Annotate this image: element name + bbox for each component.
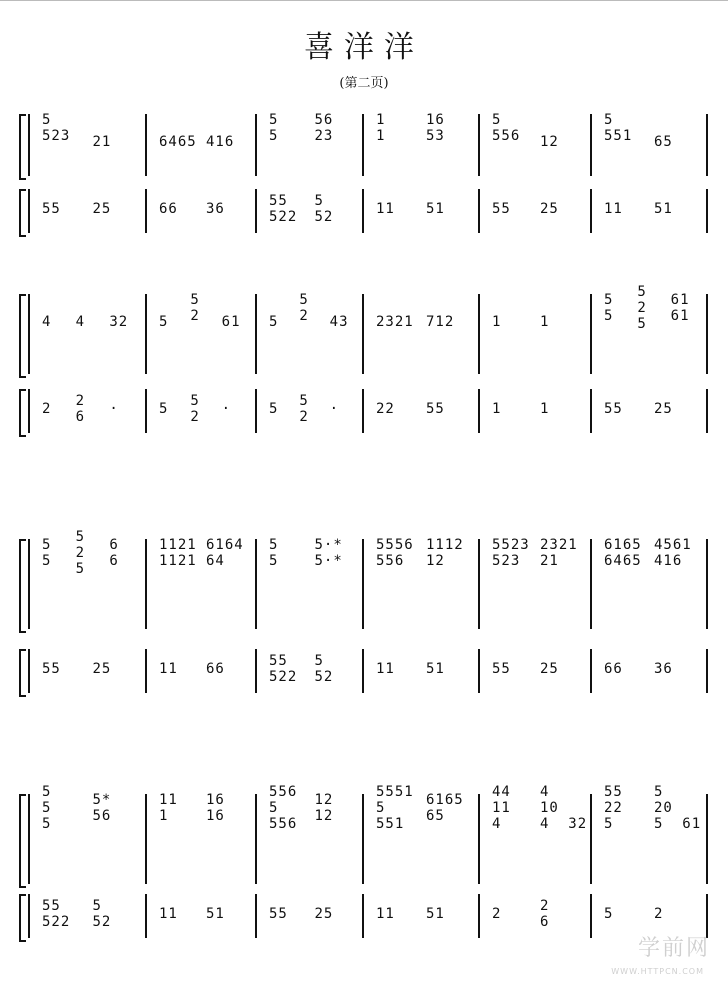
note-group: 2321 (376, 314, 414, 330)
note-group: 55 (269, 906, 288, 922)
page-title: 喜洋洋 (304, 30, 424, 65)
bar-line (255, 649, 257, 693)
note-group: 21 (92, 134, 112, 150)
note-group: 6465 (159, 134, 197, 150)
bar-line (28, 294, 30, 374)
bar-line (145, 894, 147, 938)
bar-line (478, 189, 480, 233)
bar-line (478, 114, 480, 176)
note-group: 5 556 (492, 112, 521, 144)
note-group: 1 (540, 314, 550, 330)
bar-line (28, 539, 30, 629)
note-group: 25 (540, 661, 559, 677)
note-group: 55 (42, 661, 61, 677)
note-group: 22 (376, 401, 395, 417)
note-group: 1112 12 (426, 537, 464, 569)
bar-line (706, 649, 708, 693)
bar-line (362, 189, 364, 233)
note-group: 416 (206, 134, 235, 150)
note-group: 16 16 (206, 792, 225, 824)
note-group: 5* 56 (92, 792, 112, 824)
system-bracket-top (19, 294, 26, 378)
note-group: 55 (604, 401, 623, 417)
bar-line (590, 794, 592, 884)
note-group: 66 (206, 661, 225, 677)
system-bracket-top (19, 794, 26, 888)
note-group: 36 (654, 661, 673, 677)
note-group: 2 (654, 906, 664, 922)
note-group: 51 (206, 906, 225, 922)
note-group: 51 (426, 661, 445, 677)
bar-line (28, 389, 30, 433)
note-group: 5 2 5 (75, 529, 86, 577)
note-group: 556 5 556 (269, 784, 298, 832)
watermark-logo: 学前网 (637, 936, 710, 961)
note-group: 5 (159, 314, 169, 330)
note-group: 4 (42, 314, 52, 330)
note-group: 66 (159, 201, 178, 217)
bar-line (590, 389, 592, 433)
note-group: 51 (426, 201, 445, 217)
note-group: · (109, 401, 119, 417)
note-group: 12 (540, 134, 559, 150)
bar-line (145, 114, 147, 176)
note-group: 55 522 (42, 898, 71, 930)
note-group: 5 5 (269, 537, 279, 569)
note-group: 5 52 (314, 653, 334, 685)
note-group: 5 5 (42, 537, 52, 569)
note-group: 6164 64 (206, 537, 244, 569)
note-group: 55 22 5 (604, 784, 623, 832)
note-group: 2 (492, 906, 502, 922)
note-group: 5 (604, 906, 614, 922)
system-bracket-bottom (19, 189, 26, 237)
bar-line (590, 114, 592, 176)
bar-line (590, 649, 592, 693)
note-group: 55 522 (269, 653, 298, 685)
note-group: 6165 6465 (604, 537, 642, 569)
note-group: 16 53 (426, 112, 445, 144)
note-group: 5 5 (269, 112, 279, 144)
note-group: 44 11 4 (492, 784, 511, 832)
bar-line (478, 539, 480, 629)
bar-line (706, 114, 708, 176)
bar-line (706, 539, 708, 629)
bar-line (255, 389, 257, 433)
top-border-line (0, 0, 728, 1)
note-group: 5 20 5 61 (654, 784, 702, 832)
bar-line (706, 794, 708, 884)
bar-line (590, 894, 592, 938)
bar-line (706, 189, 708, 233)
note-group: 55 (492, 201, 511, 217)
bar-line (478, 649, 480, 693)
note-group: 4561 416 (654, 537, 692, 569)
note-group: 5 523 (42, 112, 71, 144)
note-group: 55 522 (269, 193, 298, 225)
note-group: 56 23 (314, 112, 334, 144)
note-group: 1121 1121 (159, 537, 197, 569)
note-group: 5 2 (190, 393, 200, 425)
bar-line (28, 794, 30, 884)
note-group: 32 (109, 314, 129, 330)
system-bracket-bottom (19, 649, 26, 697)
bar-line (362, 894, 364, 938)
bar-line (478, 389, 480, 433)
note-group: 5 (269, 401, 279, 417)
bar-line (362, 294, 364, 374)
note-group: 2 6 (540, 898, 550, 930)
note-group: 5551 5 551 (376, 784, 414, 832)
bar-line (255, 794, 257, 884)
note-group: 66 (604, 661, 623, 677)
bar-line (590, 539, 592, 629)
note-group: 25 (314, 906, 334, 922)
note-group: 43 (329, 314, 349, 330)
bar-line (28, 114, 30, 176)
note-group: 61 61 (670, 292, 690, 324)
note-group: 2 (42, 401, 52, 417)
note-group: 25 (92, 201, 112, 217)
bar-line (145, 539, 147, 629)
note-group: 11 1 (159, 792, 178, 824)
bar-line (362, 539, 364, 629)
note-group: 5 2 (190, 292, 200, 324)
note-group: 1 (492, 401, 502, 417)
bar-line (362, 649, 364, 693)
bar-line (255, 189, 257, 233)
note-group: · (329, 401, 340, 417)
note-group: 5 (159, 401, 169, 417)
bar-line (706, 294, 708, 374)
bar-line (362, 794, 364, 884)
bar-line (255, 894, 257, 938)
note-group: 55 (42, 201, 61, 217)
note-group: 2321 21 (540, 537, 578, 569)
bar-line (28, 189, 30, 233)
note-group: 712 (426, 314, 455, 330)
system-bracket-bottom (19, 389, 26, 437)
note-group: 5·* 5·* (314, 537, 343, 569)
note-group: 5556 556 (376, 537, 414, 569)
note-group: 4 (75, 314, 86, 330)
note-group: 5 5 (604, 292, 614, 324)
note-group: 5 (269, 314, 279, 330)
bar-line (478, 294, 480, 374)
note-group: 11 (376, 201, 395, 217)
note-group: 11 (604, 201, 623, 217)
system-bracket-top (19, 114, 26, 180)
note-group: 5 2 5 (637, 284, 647, 332)
note-group: · (221, 401, 232, 417)
note-group: 51 (426, 906, 445, 922)
note-group: 55 (492, 661, 511, 677)
note-group: 36 (206, 201, 225, 217)
bar-line (590, 294, 592, 374)
system-bracket-bottom (19, 894, 26, 942)
bar-line (706, 389, 708, 433)
bar-line (145, 389, 147, 433)
note-group: 1 1 (376, 112, 386, 144)
note-group: 1 (540, 401, 550, 417)
bar-line (145, 294, 147, 374)
bar-line (362, 389, 364, 433)
note-group: 5 551 (604, 112, 633, 144)
bar-line (255, 294, 257, 374)
bar-line (478, 794, 480, 884)
note-group: 25 (540, 201, 559, 217)
note-group: 61 (221, 314, 241, 330)
note-group: 5 52 (92, 898, 112, 930)
note-group: 5523 523 (492, 537, 530, 569)
note-group: 5 2 (299, 292, 309, 324)
bar-line (145, 649, 147, 693)
note-group: 25 (92, 661, 112, 677)
note-group: 6165 65 (426, 792, 464, 824)
note-group: 11 (376, 661, 395, 677)
note-group: 11 (159, 906, 178, 922)
bar-line (28, 649, 30, 693)
bar-line (255, 114, 257, 176)
page-subtitle: (第二页) (339, 76, 389, 91)
bar-line (590, 189, 592, 233)
bar-line (28, 894, 30, 938)
note-group: 6 6 (109, 537, 119, 569)
note-group: 5 2 (299, 393, 309, 425)
note-group: 2 6 (75, 393, 86, 425)
note-group: 51 (654, 201, 673, 217)
bar-line (145, 189, 147, 233)
note-group: 11 (376, 906, 395, 922)
note-group: 5 5 5 (42, 784, 52, 832)
note-group: 5 52 (314, 193, 334, 225)
watermark-url: WWW.HTTPCN.COM (611, 967, 704, 976)
note-group: 1 (492, 314, 502, 330)
bar-line (145, 794, 147, 884)
note-group: 12 12 (314, 792, 334, 824)
note-group: 11 (159, 661, 178, 677)
system-bracket-top (19, 539, 26, 633)
bar-line (478, 894, 480, 938)
bar-line (255, 539, 257, 629)
note-group: 65 (654, 134, 673, 150)
note-group: 4 10 4 32 (540, 784, 588, 832)
note-group: 55 (426, 401, 445, 417)
bar-line (362, 114, 364, 176)
note-group: 25 (654, 401, 673, 417)
